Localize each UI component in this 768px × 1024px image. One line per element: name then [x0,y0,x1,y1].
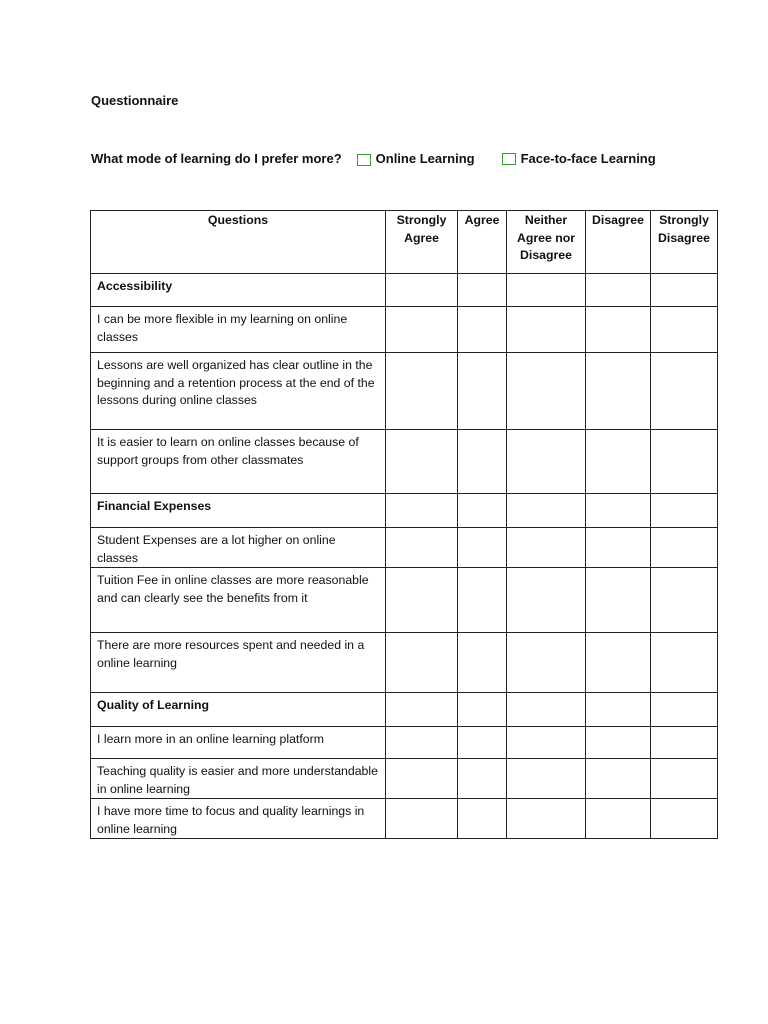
learning-mode-row [91,151,656,166]
rating-cell[interactable] [386,430,458,494]
rating-cell[interactable] [386,528,458,568]
header-disagree: Disagree [586,211,651,274]
header-row [91,211,718,274]
question-row [91,307,718,353]
rating-cell[interactable] [458,307,507,353]
learning-mode-question: What mode of learning do I prefer more? [91,151,342,166]
question-text: Tuition Fee in online classes are more reasonable and can clearly see the benefits from it [91,568,386,633]
rating-cell[interactable] [386,494,458,528]
rating-cell[interactable] [507,633,586,693]
rating-cell[interactable] [651,353,718,430]
rating-cell[interactable] [458,759,507,799]
header-questions: Questions [91,211,386,274]
rating-cell[interactable] [651,568,718,633]
questionnaire-table [90,210,718,839]
rating-cell[interactable] [651,799,718,839]
face-to-face-label: Face-to-face Learning [520,151,656,166]
rating-cell[interactable] [507,494,586,528]
rating-cell[interactable] [458,727,507,759]
rating-cell[interactable] [586,568,651,633]
rating-cell[interactable] [458,353,507,430]
rating-cell[interactable] [507,727,586,759]
rating-cell[interactable] [458,528,507,568]
rating-cell[interactable] [386,307,458,353]
rating-cell[interactable] [586,693,651,727]
rating-cell[interactable] [386,727,458,759]
rating-cell[interactable] [386,759,458,799]
header-strongly-disagree: Strongly Disagree [651,211,718,274]
rating-cell[interactable] [386,799,458,839]
option-face-to-face-learning[interactable] [502,151,656,166]
header-strongly-agree: Strongly Agree [386,211,458,274]
rating-cell[interactable] [651,274,718,307]
section-row [91,693,718,727]
section-title: Financial Expenses [91,494,386,528]
rating-cell[interactable] [586,353,651,430]
rating-cell[interactable] [586,494,651,528]
question-row [91,353,718,430]
header-agree: Agree [458,211,507,274]
question-row [91,568,718,633]
rating-cell[interactable] [507,528,586,568]
rating-cell[interactable] [586,528,651,568]
rating-cell[interactable] [507,274,586,307]
rating-cell[interactable] [586,759,651,799]
question-text: I can be more flexible in my learning on online classes [91,307,386,353]
section-row [91,494,718,528]
rating-cell[interactable] [507,307,586,353]
face-to-face-checkbox[interactable] [502,153,516,165]
rating-cell[interactable] [458,568,507,633]
question-text: There are more resources spent and needed in a online learning [91,633,386,693]
rating-cell[interactable] [458,799,507,839]
question-text: I learn more in an online learning platform [91,727,386,759]
rating-cell[interactable] [651,528,718,568]
question-row [91,633,718,693]
question-row [91,759,718,799]
question-row [91,430,718,494]
rating-cell[interactable] [458,430,507,494]
rating-cell[interactable] [458,633,507,693]
rating-cell[interactable] [586,430,651,494]
question-text: Student Expenses are a lot higher on online classes [91,528,386,568]
question-row [91,727,718,759]
rating-cell[interactable] [651,494,718,528]
option-online-learning[interactable] [357,151,475,166]
rating-cell[interactable] [651,430,718,494]
rating-cell[interactable] [586,307,651,353]
rating-cell[interactable] [458,494,507,528]
rating-cell[interactable] [458,274,507,307]
rating-cell[interactable] [651,633,718,693]
rating-cell[interactable] [507,759,586,799]
rating-cell[interactable] [651,727,718,759]
rating-cell[interactable] [507,430,586,494]
rating-cell[interactable] [386,693,458,727]
section-title: Quality of Learning [91,693,386,727]
rating-cell[interactable] [507,353,586,430]
section-row [91,274,718,307]
rating-cell[interactable] [507,568,586,633]
rating-cell[interactable] [586,633,651,693]
rating-cell[interactable] [507,693,586,727]
header-neither: Neither Agree nor Disagree [507,211,586,274]
rating-cell[interactable] [651,307,718,353]
rating-cell[interactable] [458,693,507,727]
rating-cell[interactable] [586,799,651,839]
online-learning-label: Online Learning [375,151,475,166]
rating-cell[interactable] [386,568,458,633]
question-row [91,528,718,568]
section-title: Accessibility [91,274,386,307]
rating-cell[interactable] [386,353,458,430]
question-text: Teaching quality is easier and more understandable in online learning [91,759,386,799]
question-text: It is easier to learn on online classes because of support groups from other classmates [91,430,386,494]
question-row [91,799,718,839]
rating-cell[interactable] [386,274,458,307]
rating-cell[interactable] [651,693,718,727]
question-text: I have more time to focus and quality learnings in online learning [91,799,386,839]
rating-cell[interactable] [507,799,586,839]
rating-cell[interactable] [651,759,718,799]
rating-cell[interactable] [586,274,651,307]
rating-cell[interactable] [386,633,458,693]
online-learning-checkbox[interactable] [357,154,371,166]
question-text: Lessons are well organized has clear outline in the beginning and a retention process at the end of the lessons during online classes [91,353,386,430]
rating-cell[interactable] [586,727,651,759]
document-title: Questionnaire [91,93,179,108]
